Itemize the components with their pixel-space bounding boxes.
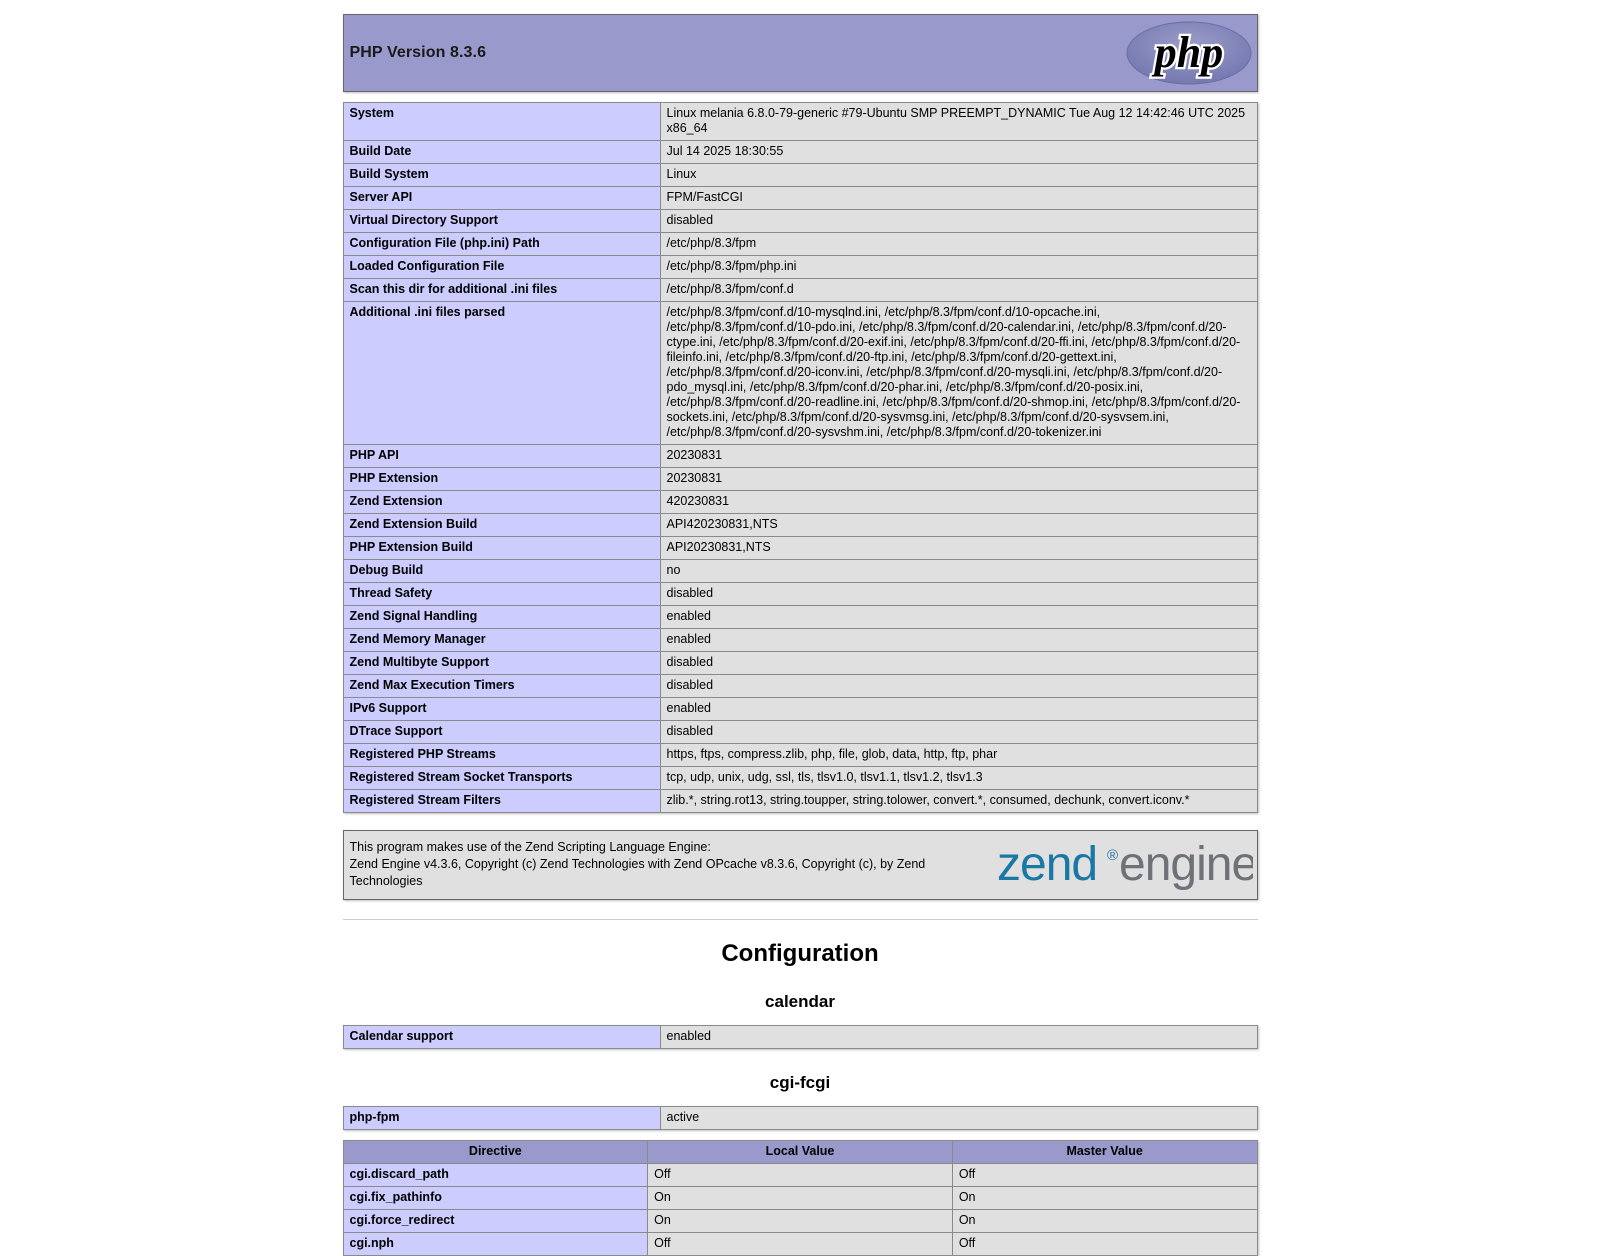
info-value: enabled <box>660 698 1257 721</box>
table-row <box>343 744 1257 767</box>
info-value: disabled <box>660 721 1257 744</box>
info-key: Server API <box>343 187 660 210</box>
directive-name: cgi.discard_path <box>343 1164 648 1187</box>
table-row <box>343 279 1257 302</box>
info-key: Thread Safety <box>343 583 660 606</box>
info-key: Registered PHP Streams <box>343 744 660 767</box>
info-value: Linux <box>660 164 1257 187</box>
info-key: IPv6 Support <box>343 698 660 721</box>
info-value: /etc/php/8.3/fpm/php.ini <box>660 256 1257 279</box>
info-key: DTrace Support <box>343 721 660 744</box>
directive-name: cgi.fix_pathinfo <box>343 1187 648 1210</box>
info-value: Linux melania 6.8.0-79-generic #79-Ubuntu SMP PREEMPT_DYNAMIC Tue Aug 12 14:42:46 UTC 2025 x86_64 <box>660 103 1257 141</box>
info-value: https, ftps, compress.zlib, php, file, glob, data, http, ftp, phar <box>660 744 1257 767</box>
table-row <box>343 1187 1257 1210</box>
directive-master-value: Off <box>952 1164 1257 1187</box>
table-row <box>343 1164 1257 1187</box>
table-row <box>343 468 1257 491</box>
table-row <box>343 256 1257 279</box>
zend-logo-cell <box>982 831 1258 900</box>
zend-engine-credit <box>343 830 1258 900</box>
info-value: 20230831 <box>660 445 1257 468</box>
zend-logo-registered: ® <box>1106 846 1118 864</box>
table-row <box>343 721 1257 744</box>
info-key: Zend Signal Handling <box>343 606 660 629</box>
table-row <box>343 302 1257 445</box>
info-key: System <box>343 103 660 141</box>
info-key: PHP API <box>343 445 660 468</box>
table-row <box>343 141 1257 164</box>
table-row <box>343 1026 1257 1049</box>
info-key: PHP Extension Build <box>343 537 660 560</box>
module-info-table <box>343 1106 1258 1130</box>
directive-local-value: On <box>648 1187 953 1210</box>
table-row <box>343 164 1257 187</box>
info-value: enabled <box>660 606 1257 629</box>
info-value: FPM/FastCGI <box>660 187 1257 210</box>
module-heading: cgi-fcgi <box>769 1073 831 1092</box>
table-row <box>343 1107 1257 1130</box>
info-value: active <box>660 1107 1257 1130</box>
zend-engine-logo-icon <box>995 838 1253 890</box>
php-logo-icon <box>1125 18 1253 88</box>
info-value: 20230831 <box>660 468 1257 491</box>
info-key: Debug Build <box>343 560 660 583</box>
table-row <box>343 187 1257 210</box>
info-key: php-fpm <box>343 1107 660 1130</box>
info-key: Zend Extension Build <box>343 514 660 537</box>
info-value: no <box>660 560 1257 583</box>
info-value: tcp, udp, unix, udg, ssl, tls, tlsv1.0, tlsv1.1, tlsv1.2, tlsv1.3 <box>660 767 1257 790</box>
directive-name: cgi.nph <box>343 1233 648 1256</box>
directive-master-value: Off <box>952 1233 1257 1256</box>
info-key: Scan this dir for additional .ini files <box>343 279 660 302</box>
module-info-table <box>343 1025 1258 1049</box>
php-version-cell <box>343 15 1124 92</box>
info-key: Zend Extension <box>343 491 660 514</box>
column-header: Directive <box>343 1141 648 1164</box>
directive-local-value: On <box>648 1210 953 1233</box>
directives-table <box>343 1140 1258 1256</box>
info-value: /etc/php/8.3/fpm <box>660 233 1257 256</box>
column-header: Local Value <box>648 1141 953 1164</box>
info-key: Registered Stream Socket Transports <box>343 767 660 790</box>
info-value: disabled <box>660 652 1257 675</box>
info-key: Build Date <box>343 141 660 164</box>
table-row <box>343 560 1257 583</box>
info-key: Calendar support <box>343 1026 660 1049</box>
table-row <box>343 675 1257 698</box>
table-row <box>343 606 1257 629</box>
table-row <box>343 1233 1257 1256</box>
info-key: Zend Max Execution Timers <box>343 675 660 698</box>
info-value: disabled <box>660 675 1257 698</box>
info-key: PHP Extension <box>343 468 660 491</box>
table-row <box>343 103 1257 141</box>
table-row <box>343 629 1257 652</box>
core-info-table <box>343 102 1258 813</box>
directive-local-value: Off <box>648 1233 953 1256</box>
section-divider <box>343 919 1258 920</box>
directive-local-value: Off <box>648 1164 953 1187</box>
zend-credit-line-2: Zend Engine v4.3.6, Copyright (c) Zend Technologies with Zend OPcache v8.3.6, Copyright (c), by Zend Technologies <box>349 857 926 888</box>
table-row <box>343 233 1257 256</box>
info-key: Additional .ini files parsed <box>343 302 660 445</box>
module-heading: calendar <box>765 992 835 1011</box>
directive-master-value: On <box>952 1210 1257 1233</box>
info-key: Virtual Directory Support <box>343 210 660 233</box>
info-value: Jul 14 2025 18:30:55 <box>660 141 1257 164</box>
svg-text:php: php <box>1154 28 1223 77</box>
column-header: Master Value <box>952 1141 1257 1164</box>
info-key: Loaded Configuration File <box>343 256 660 279</box>
zend-logo-word2: engine <box>1118 837 1253 890</box>
table-header-row <box>343 1141 1257 1164</box>
php-version-header <box>343 14 1258 92</box>
table-row <box>343 652 1257 675</box>
info-value: disabled <box>660 210 1257 233</box>
table-row <box>343 1210 1257 1233</box>
page-title: PHP Version 8.3.6 <box>349 44 487 61</box>
table-row <box>343 790 1257 813</box>
table-row <box>343 583 1257 606</box>
info-value: API420230831,NTS <box>660 514 1257 537</box>
info-value: API20230831,NTS <box>660 537 1257 560</box>
table-row <box>343 445 1257 468</box>
info-value: zlib.*, string.rot13, string.toupper, string.tolower, convert.*, consumed, dechunk, convert.iconv.* <box>660 790 1257 813</box>
info-key: Configuration File (php.ini) Path <box>343 233 660 256</box>
phpinfo-page <box>343 0 1258 1256</box>
zend-credit-text <box>343 831 982 900</box>
info-value: disabled <box>660 583 1257 606</box>
info-value: 420230831 <box>660 491 1257 514</box>
info-key: Zend Multibyte Support <box>343 652 660 675</box>
info-value: enabled <box>660 629 1257 652</box>
info-key: Build System <box>343 164 660 187</box>
info-key: Zend Memory Manager <box>343 629 660 652</box>
configuration-heading: Configuration <box>721 940 879 967</box>
zend-credit-line-1: This program makes use of the Zend Scripting Language Engine: <box>349 840 711 854</box>
info-key: Registered Stream Filters <box>343 790 660 813</box>
table-row <box>343 491 1257 514</box>
info-value: /etc/php/8.3/fpm/conf.d <box>660 279 1257 302</box>
table-row <box>343 767 1257 790</box>
table-row <box>343 698 1257 721</box>
info-value: /etc/php/8.3/fpm/conf.d/10-mysqlnd.ini, /etc/php/8.3/fpm/conf.d/10-opcache.ini, /etc/php/8.3/fpm/conf.d/10-pdo.ini, /etc/php/8.3/fpm/conf.d/20-calendar.ini, /etc/php/8.3/fpm/conf.d/20-ctype.ini, /etc/php/8.3/fpm/conf.d/20-exif.ini, /etc/php/8.3/fpm/conf.d/20-ffi.ini, /etc/php/8.3/fpm/conf.d/20-fileinfo.ini, /etc/php/8.3/fpm/conf.d/20-ftp.ini, /etc/php/8.3/fpm/conf.d/20-gettext.ini, /etc/php/8.3/fpm/conf.d/20-iconv.ini, /etc/php/8.3/fpm/conf.d/20-mysqli.ini, /etc/php/8.3/fpm/conf.d/20-pdo_mysql.ini, /etc/php/8.3/fpm/conf.d/20-phar.ini, /etc/php/8.3/fpm/conf.d/20-posix.ini, /etc/php/8.3/fpm/conf.d/20-readline.ini, /etc/php/8.3/fpm/conf.d/20-shmop.ini, /etc/php/8.3/fpm/conf.d/20-sockets.ini, /etc/php/8.3/fpm/conf.d/20-sysvmsg.ini, /etc/php/8.3/fpm/conf.d/20-sysvsem.ini, /etc/php/8.3/fpm/conf.d/20-sysvshm.ini, /etc/php/8.3/fpm/conf.d/20-tokenizer.ini <box>660 302 1257 445</box>
info-value: enabled <box>660 1026 1257 1049</box>
directive-name: cgi.force_redirect <box>343 1210 648 1233</box>
zend-logo-word1: zend <box>996 837 1097 890</box>
directive-master-value: On <box>952 1187 1257 1210</box>
table-row <box>343 514 1257 537</box>
modules-container <box>343 992 1258 1256</box>
php-logo-cell <box>1124 15 1258 92</box>
table-row <box>343 210 1257 233</box>
table-row <box>343 537 1257 560</box>
